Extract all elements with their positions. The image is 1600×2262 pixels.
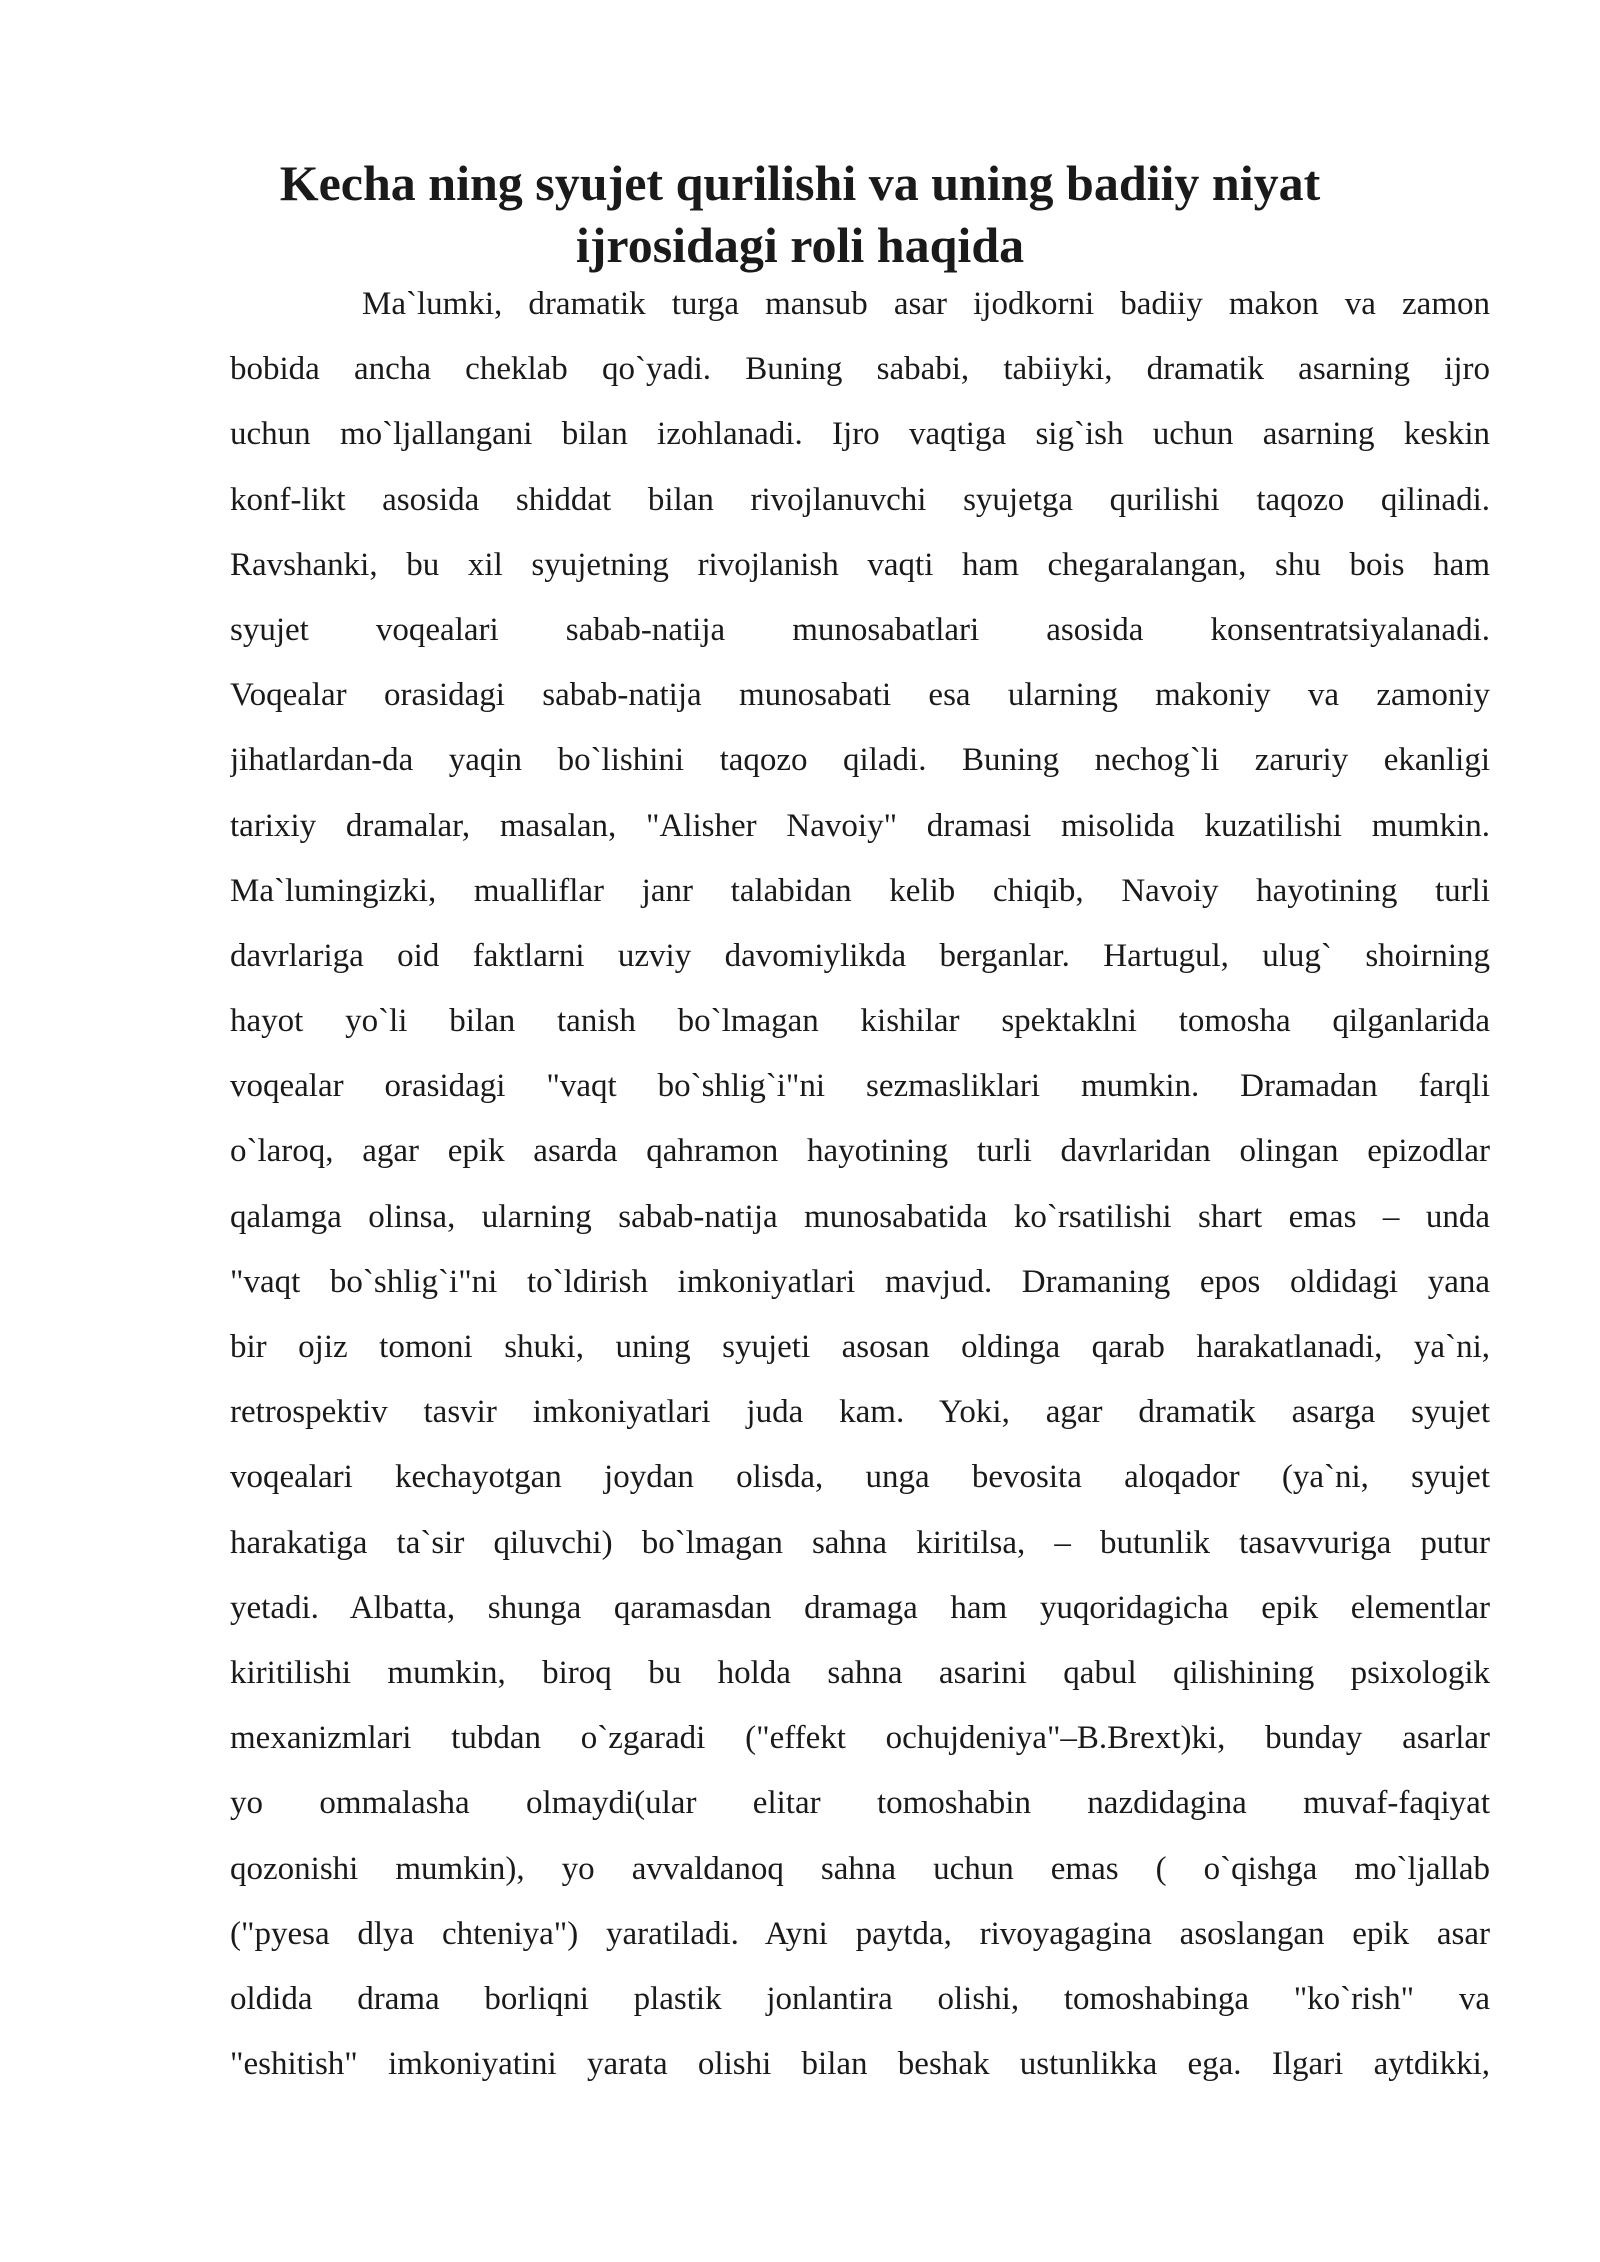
text-line: syujet voqealari sabab-natija munosabatlari asosida konsentratsiyalanadi. [230,611,1490,648]
title-line: ijrosidagi roli haqida [575,217,1025,273]
text-line: mexanizmlari tubdan o`zgaradi ("effekt ochujdeniya"–B.Brext)ki, bunday asarlar [230,1720,1490,1757]
text-line: "eshitish" imkoniyatini yarata olishi bilan beshak ustunlikka ega. Ilgari aytdikki, [230,2046,1490,2083]
text-line: Ma`lumki, dramatik turga mansub asar ijodkorni badiiy makon va zamon [362,286,1490,322]
text-line: jihatlardan-da yaqin bo`lishini taqozo qiladi. Buning nechog`li zaruriy ekanligi [230,742,1490,779]
text-line: bobida ancha cheklab qo`yadi. Buning sababi, tabiiyki, dramatik asarning ijro [230,351,1490,388]
text-line: hayot yo`li bilan tanish bo`lmagan kishilar spektaklni tomosha qilganlarida [230,1003,1490,1040]
text-line: o`laroq, agar epik asarda qahramon hayotining turli davrlaridan olingan epizodlar [230,1133,1490,1170]
text-line: oldida drama borliqni plastik jonlantira olishi, tomoshabinga "ko`rish" va [230,1980,1490,2017]
body-paragraph [230,272,1490,2097]
text-line: yetadi. Albatta, shunga qaramasdan dramaga ham yuqoridagicha epik elementlar [230,1589,1490,1626]
title-line: Kecha ning syujet qurilishi va uning badiiy niyat [279,155,1321,211]
text-line: retrospektiv tasvir imkoniyatlari juda kam. Yoki, agar dramatik asarga syujet [230,1394,1490,1431]
text-line: Voqealar orasidagi sabab-natija munosabati esa ularning makoniy va zamoniy [230,677,1490,714]
text-line: harakatiga ta`sir qiluvchi) bo`lmagan sahna kiritilsa, – butunlik tasavvuriga putur [230,1524,1490,1561]
text-line: voqealar orasidagi "vaqt bo`shlig`i"ni sezmasliklari mumkin. Dramadan farqli [230,1068,1490,1105]
text-line: voqealari kechayotgan joydan olisda, unga bevosita aloqador (ya`ni, syujet [230,1459,1490,1496]
text-line: kiritilishi mumkin, biroq bu holda sahna asarini qabul qilishining psixologik [230,1654,1490,1691]
text-line: tarixiy dramalar, masalan, "Alisher Navoiy" dramasi misolida kuzatilishi mumkin. [230,807,1490,844]
document-title [0,152,1600,276]
text-line: ("pyesa dlya chteniya") yaratiladi. Ayni paytda, rivoyagagina asoslangan epik asar [230,1915,1490,1952]
text-line: "vaqt bo`shlig`i"ni to`ldirish imkoniyatlari mavjud. Dramaning epos oldidagi yana [230,1263,1490,1300]
text-line: Ravshanki, bu xil syujetning rivojlanish vaqti ham chegaralangan, shu bois ham [230,546,1490,583]
text-line: qalamga olinsa, ularning sabab-natija munosabatida ko`rsatilishi shart emas – unda [230,1198,1490,1235]
text-line: davrlariga oid faktlarni uzviy davomiylikda berganlar. Hartugul, ulug` shoirning [230,937,1490,974]
text-line: qozonishi mumkin), yo avvaldanoq sahna uchun emas ( o`qishga mo`ljallab [230,1850,1490,1887]
text-line: bir ojiz tomoni shuki, uning syujeti asosan oldinga qarab harakatlanadi, ya`ni, [230,1329,1490,1365]
text-line: Ma`lumingizki, mualliflar janr talabidan kelib chiqib, Navoiy hayotining turli [230,872,1490,909]
text-line: yo ommalasha olmaydi(ular elitar tomoshabin nazdidagina muvaf-faqiyat [230,1785,1490,1822]
text-line: uchun mo`ljallangani bilan izohlanadi. Ijro vaqtiga sig`ish uchun asarning keskin [230,416,1490,453]
text-line: konf-likt asosida shiddat bilan rivojlanuvchi syujetga qurilishi taqozo qilinadi. [230,481,1490,518]
